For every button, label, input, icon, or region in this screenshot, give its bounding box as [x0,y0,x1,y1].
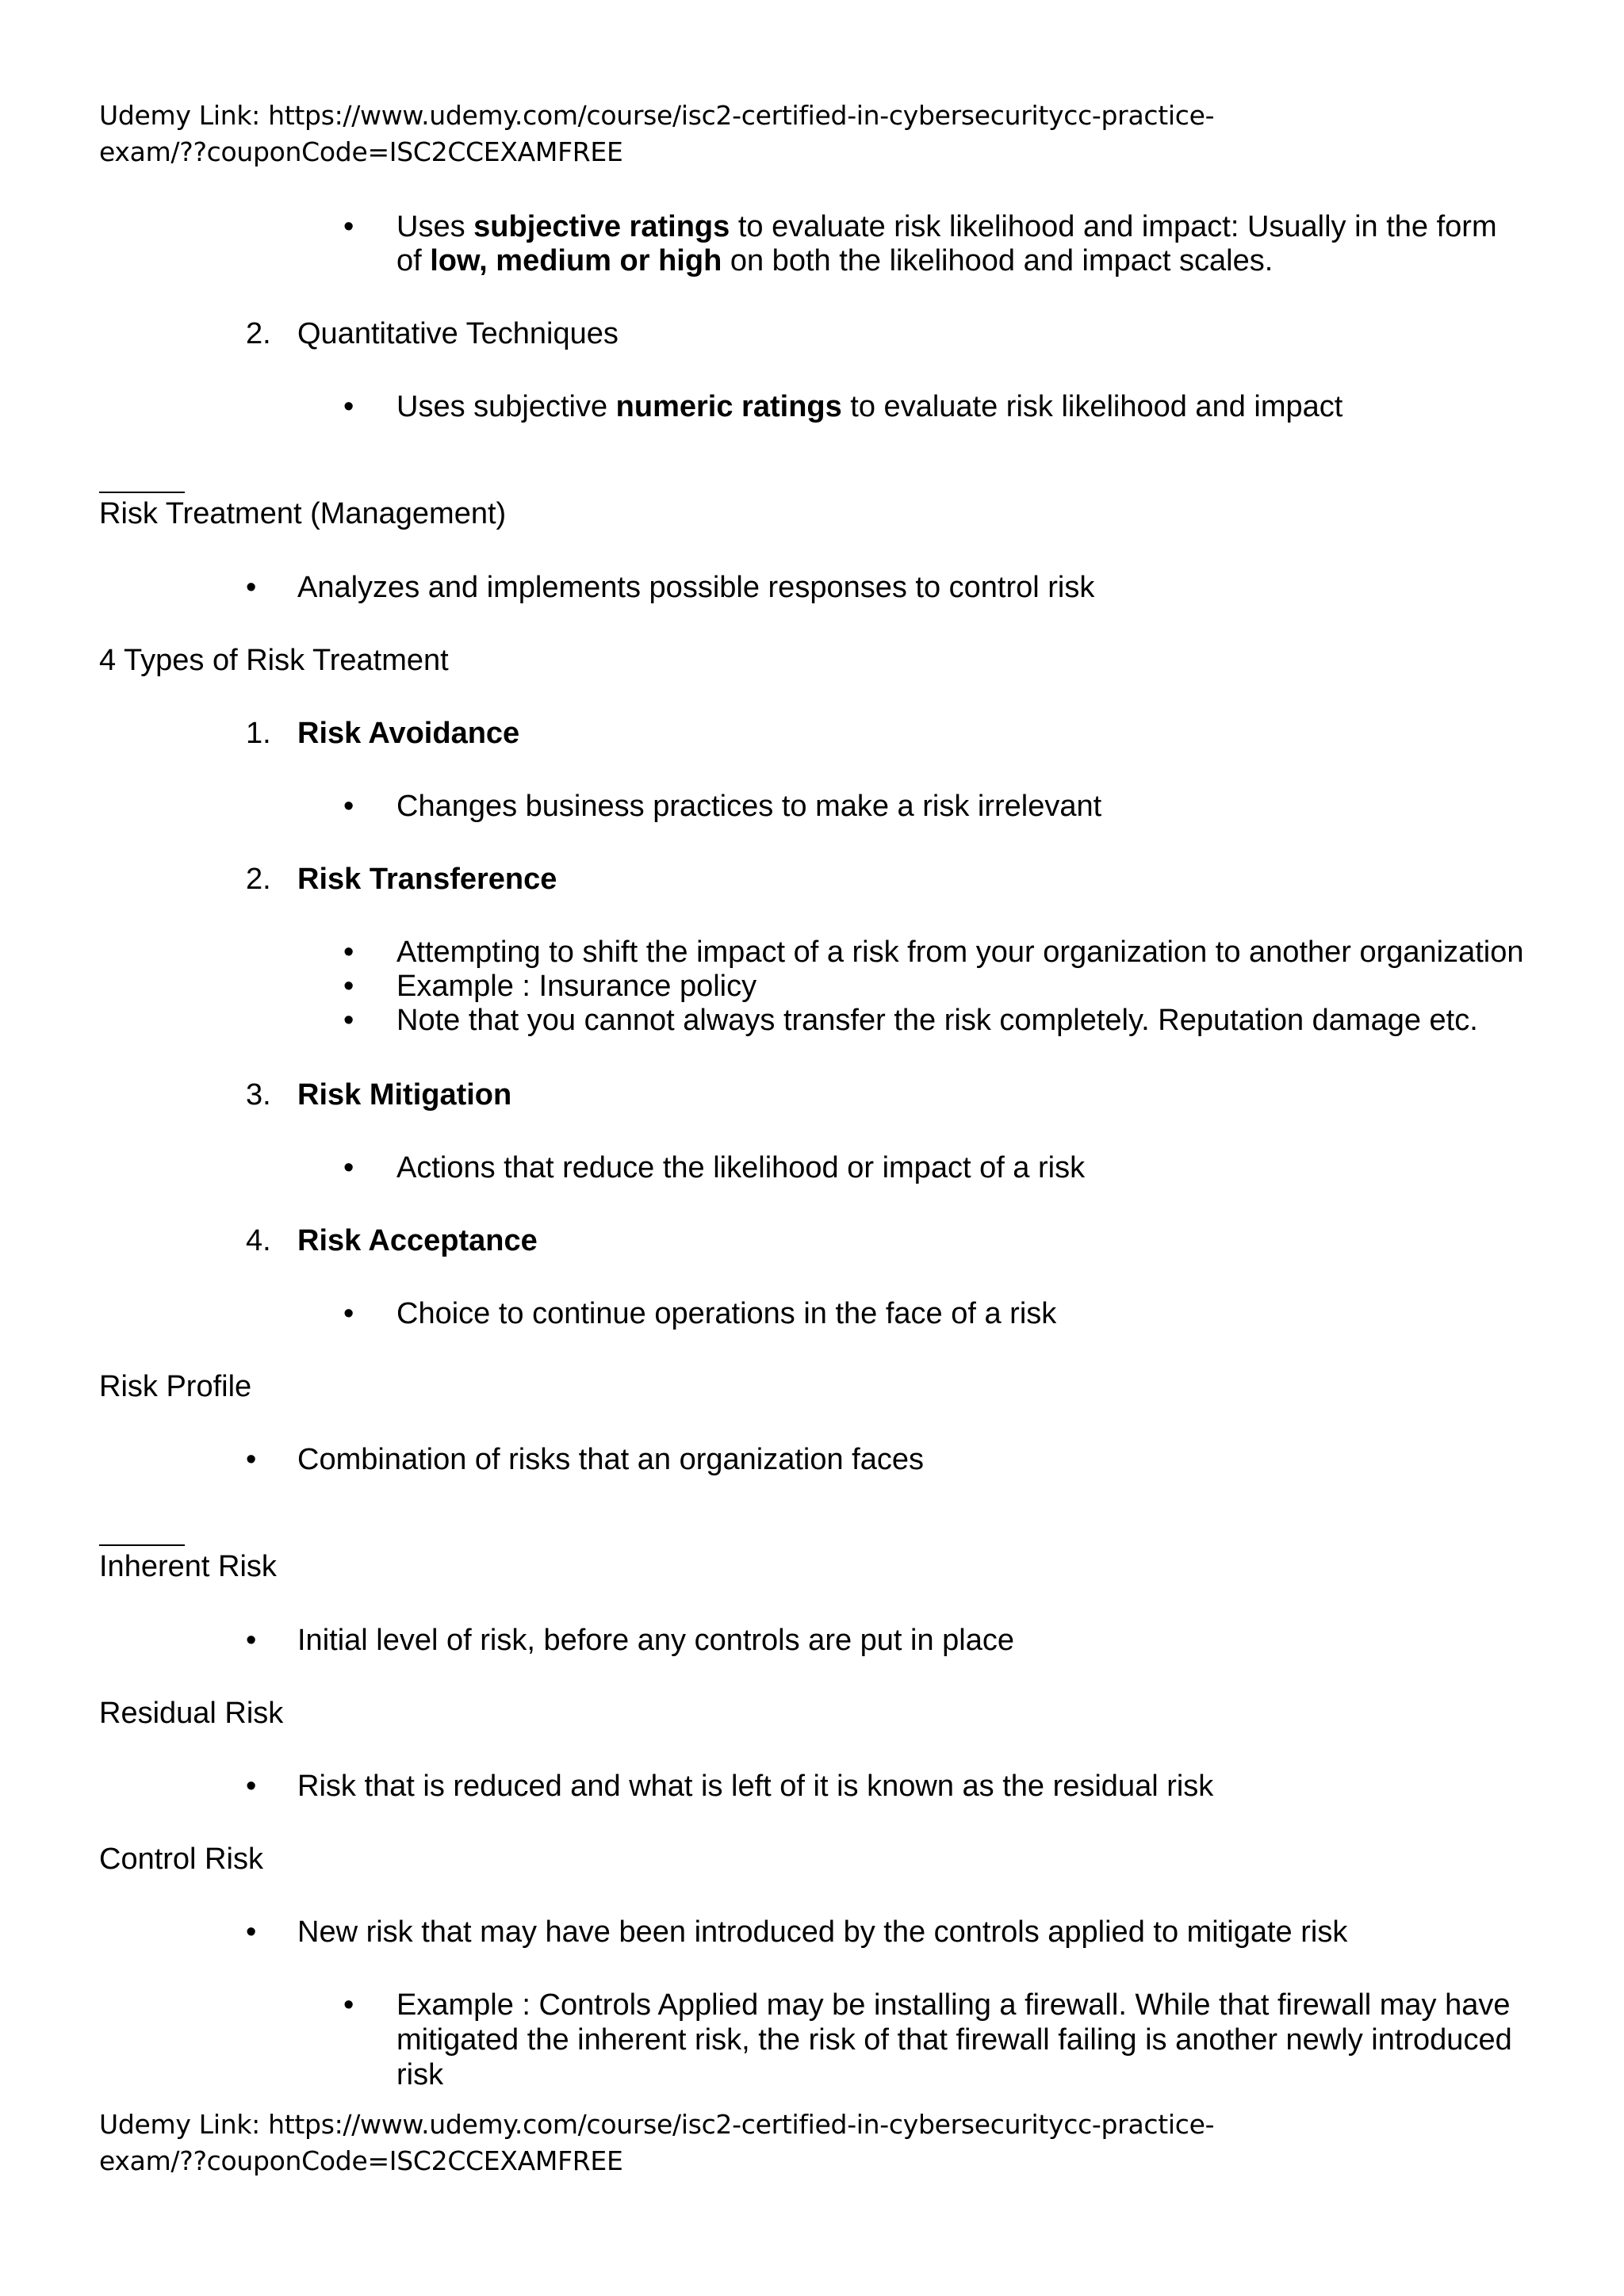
qualitative-bullet-line-1: Uses subjective ratings to evaluate risk likelihood and impact: Usually in the form [396,210,1497,243]
low-medium-high-bold: low, medium or high [430,244,722,277]
bullet-glyph: • [246,571,257,604]
risk-avoidance-title: Risk Avoidance [297,717,520,750]
risk-treatment-bullet: Analyzes and implements possible responses to control risk [297,571,1095,604]
footer-link-line-2: exam/??couponCode=ISC2CCEXAMFREE [99,2145,623,2176]
risk-transference-title: Risk Transference [297,863,557,896]
inherent-risk-bullet: Initial level of risk, before any controls are put in place [297,1624,1015,1657]
subjective-ratings-bold: subjective ratings [473,210,730,243]
bullet-glyph: • [246,1770,257,1803]
list-number: 2. [246,863,271,896]
residual-risk-heading: Residual Risk [99,1697,284,1730]
bullet-glyph: • [343,1151,354,1184]
control-risk-bullet: New risk that may have been introduced by the controls applied to mitigate risk [297,1915,1348,1949]
bullet-glyph: • [343,1297,354,1330]
risk-transference-bullet-2: Example : Insurance policy [396,970,757,1003]
residual-risk-bullet: Risk that is reduced and what is left of it is known as the residual risk [297,1770,1214,1803]
control-risk-example: Example : Controls Applied may be installing a firewall. While that firewall may have mitigated the inherent risk, the risk of that firewall failing is another newly introduced risk [396,1988,1512,2091]
inherent-risk-heading: Inherent Risk [99,1550,277,1583]
bullet-glyph: • [246,1915,257,1949]
bullet-glyph: • [343,210,354,243]
list-number: 2. [246,317,271,350]
risk-transference-bullet-3: Note that you cannot always transfer the risk completely. Reputation damage etc. [396,1004,1478,1037]
bullet-glyph: • [343,1004,354,1037]
section-separator [99,1544,185,1546]
footer-link-line-1: Udemy Link: https://www.udemy.com/course/isc2-certified-in-cybersecuritycc-practice- [99,2109,1215,2140]
qualitative-bullet-line-2: of low, medium or high on both the likelihood and impact scales. [396,244,1274,277]
bullet-glyph: • [343,970,354,1003]
bullet-glyph: • [343,1988,354,2022]
list-number: 3. [246,1078,271,1112]
header-link-line-1: Udemy Link: https://www.udemy.com/course/isc2-certified-in-cybersecuritycc-practice- [99,100,1215,131]
bullet-glyph: • [343,936,354,969]
list-number: 1. [246,717,271,750]
risk-profile-heading: Risk Profile [99,1370,252,1403]
bullet-glyph: • [343,390,354,423]
quantitative-bullet: Uses subjective numeric ratings to evaluate risk likelihood and impact [396,390,1343,423]
list-number: 4. [246,1224,271,1257]
risk-avoidance-bullet: Changes business practices to make a risk irrelevant [396,790,1102,823]
header-link-line-2: exam/??couponCode=ISC2CCEXAMFREE [99,136,623,167]
bullet-glyph: • [246,1624,257,1657]
risk-profile-bullet: Combination of risks that an organization faces [297,1443,924,1476]
quantitative-techniques-title: Quantitative Techniques [297,317,619,350]
section-separator [99,492,185,493]
risk-transference-bullet-1: Attempting to shift the impact of a risk from your organization to another organization [396,936,1524,969]
numeric-ratings-bold: numeric ratings [615,390,842,423]
risk-acceptance-title: Risk Acceptance [297,1224,538,1257]
control-risk-heading: Control Risk [99,1843,263,1876]
risk-acceptance-bullet: Choice to continue operations in the face of a risk [396,1297,1057,1330]
risk-mitigation-bullet: Actions that reduce the likelihood or impact of a risk [396,1151,1086,1184]
risk-treatment-heading: Risk Treatment (Management) [99,497,507,530]
bullet-glyph: • [246,1443,257,1476]
types-of-risk-treatment-heading: 4 Types of Risk Treatment [99,644,449,677]
risk-mitigation-title: Risk Mitigation [297,1078,512,1112]
bullet-glyph: • [343,790,354,823]
